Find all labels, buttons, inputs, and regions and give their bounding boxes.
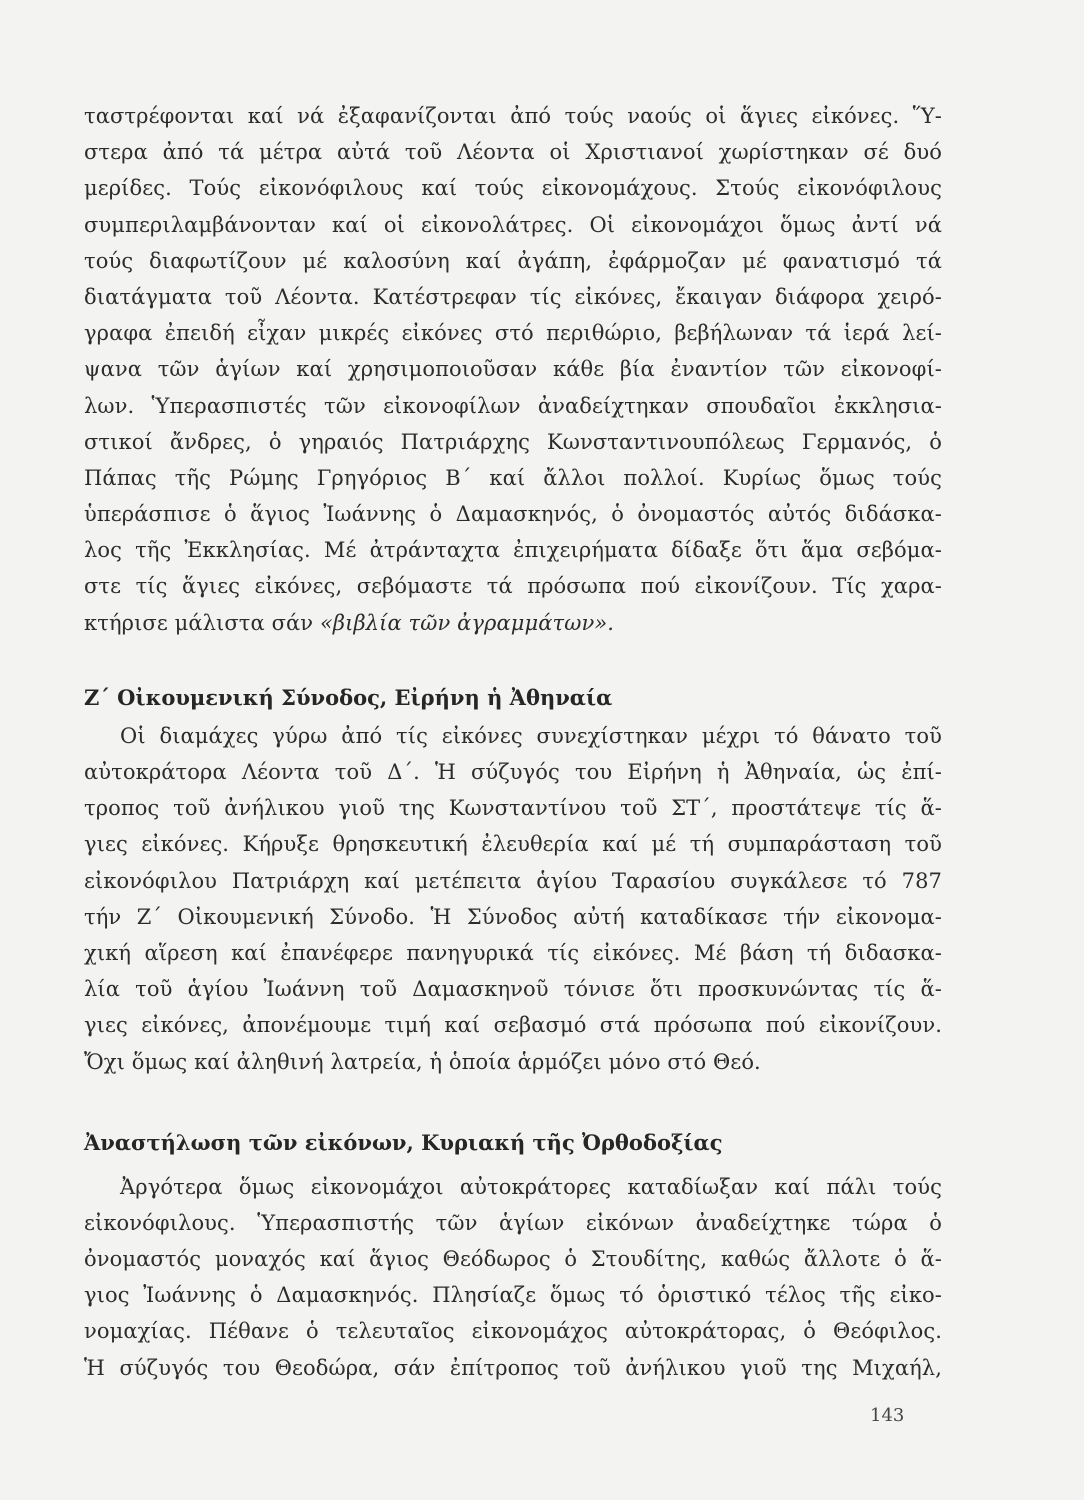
text-line: Ἡ σύζυγός του Θεοδώρα, σάν ἐπίτροπος τοῦ ἀνήλικου γιοῦ της Μιχαήλ, (84, 1355, 942, 1380)
section-heading-restoration-of-icons: Ἀναστήλωση τῶν εἰκόνων, Κυριακή τῆς Ὀρθοδοξίας (84, 1129, 723, 1155)
text-line: λία τοῦ ἁγίου Ἰωάννη τοῦ Δαμασκηνοῦ τόνισε ὅτι προσκυνώντας τίς ἅ- (84, 977, 942, 1002)
text-line: Οἱ διαμάχες γύρω ἀπό τίς εἰκόνες συνεχίστηκαν μέχρι τό θάνατο τοῦ (120, 723, 942, 748)
text-line: Ἀργότερα ὅμως εἰκονομάχοι αὐτοκράτορες καταδίωξαν καί πάλι τούς (120, 1174, 942, 1199)
text-line: λων. Ὑπερασπιστές τῶν εἰκονοφίλων ἀναδείχτηκαν σπουδαῖοι ἐκκλησια- (84, 393, 942, 418)
text-line: λος τῆς Ἐκκλησίας. Μέ ἀτράνταχτα ἐπιχειρήματα δίδαξε ὅτι ἅμα σεβόμα- (84, 538, 942, 563)
text-line: τροπος τοῦ ἀνήλικου γιοῦ της Κωνσταντίνου τοῦ ΣΤ΄, προστάτεψε τίς ἅ- (84, 796, 942, 821)
text-line: γραφα ἐπειδή εἶχαν μικρές εἰκόνες στό περιθώριο, βεβήλωναν τά ἱερά λεί- (84, 321, 942, 346)
text-line: ὀνομαστός μοναχός καί ἅγιος Θεόδωρος ὁ Στουδίτης, καθώς ἄλλοτε ὁ ἅ- (84, 1247, 942, 1272)
section-heading-seventh-council: Ζ΄ Οἰκουμενική Σύνοδος, Εἰρήνη ἡ Ἀθηναία (84, 684, 613, 710)
paragraph-seventh-council (84, 718, 942, 1080)
text-line: τήν Ζ΄ Οἰκουμενική Σύνοδο. Ἡ Σύνοδος αὐτή καταδίκασε τήν εἰκονομα- (84, 904, 942, 929)
text-line: ταστρέφονται καί νά ἐξαφανίζονται ἀπό τούς ναούς οἱ ἅγιες εἰκόνες. Ὕ- (84, 104, 942, 128)
text-line: εἰκονόφιλου Πατριάρχη καί μετέπειτα ἁγίου Ταρασίου συγκάλεσε τό 787 (84, 868, 942, 893)
text-line: γιες εἰκόνες. Κήρυξε θρησκευτική ἐλευθερία καί μέ τή συμπαράσταση τοῦ (84, 832, 942, 857)
text-line: Ὄχι ὅμως καί ἀληθινή λατρεία, ἡ ὁποία ἁρμόζει μόνο στό Θεό. (84, 1049, 761, 1074)
text-line: αὐτοκράτορα Λέοντα τοῦ Δ΄. Ἡ σύζυγός του Εἰρήνη ἡ Ἀθηναία, ὡς ἐπί- (84, 760, 942, 784)
text-line-last (84, 605, 942, 641)
text-line: νομαχίας. Πέθανε ὁ τελευταῖος εἰκονομάχος αὐτοκράτορας, ὁ Θεόφιλος. (84, 1319, 942, 1344)
text-line: ψανα τῶν ἁγίων καί χρησιμοποιοῦσαν κάθε βία ἐναντίον τῶν εἰκονοφί- (84, 357, 942, 382)
paragraph-continued (84, 98, 942, 641)
page-number: 143 (870, 1405, 905, 1426)
text-line: Πάπας τῆς Ρώμης Γρηγόριος Β΄ καί ἄλλοι πολλοί. Κυρίως ὅμως τούς (84, 465, 942, 490)
text-line: στικοί ἄνδρες, ὁ γηραιός Πατριάρχης Κωνσταντινουπόλεως Γερμανός, ὁ (84, 429, 942, 454)
text-line: ὑπεράσπισε ὁ ἅγιος Ἰωάννης ὁ Δαμασκηνός, ὁ ὀνομαστός αὐτός διδάσκα- (84, 502, 942, 527)
text-line: διατάγματα τοῦ Λέοντα. Κατέστρεφαν τίς εἰκόνες, ἔκαιγαν διάφορα χειρό- (84, 284, 942, 309)
text-fragment: κτήρισε μάλιστα σάν (84, 610, 320, 635)
text-line: γιος Ἰωάννης ὁ Δαμασκηνός. Πλησίαζε ὅμως τό ὁριστικό τέλος τῆς εἰκο- (84, 1283, 942, 1308)
text-line: μερίδες. Τούς εἰκονόφιλους καί τούς εἰκονομάχους. Στούς εἰκονόφιλους (84, 176, 942, 201)
text-line: συμπεριλαμβάνονταν καί οἱ εἰκονολάτρες. Οἱ εἰκονομάχοι ὅμως ἀντί νά (84, 212, 942, 237)
text-line: χική αἵρεση καί ἐπανέφερε πανηγυρικά τίς εἰκόνες. Μέ βάση τή διδασκα- (84, 940, 942, 965)
paragraph-restoration-of-icons (84, 1169, 942, 1386)
text-line: στε τίς ἅγιες εἰκόνες, σεβόμαστε τά πρόσωπα πού εἰκονίζουν. Τίς χαρα- (84, 574, 942, 599)
text-line: στερα ἀπό τά μέτρα αὐτά τοῦ Λέοντα οἱ Χριστιανοί χωρίστηκαν σέ δυό (84, 140, 942, 165)
text-line: τούς διαφωτίζουν μέ καλοσύνη καί ἀγάπη, ἐφάρμοζαν μέ φανατισμό τά (84, 248, 942, 273)
text-line: εἰκονόφιλους. Ὑπερασπιστής τῶν ἁγίων εἰκόνων ἀναδείχτηκε τώρα ὁ (84, 1210, 942, 1235)
text-line: γιες εἰκόνες, ἀπονέμουμε τιμή καί σεβασμό στά πρόσωπα πού εἰκονίζουν. (84, 1013, 942, 1038)
page-body (84, 98, 942, 1386)
quotation-italic: «βιβλία τῶν ἀγραμμάτων». (319, 610, 615, 635)
